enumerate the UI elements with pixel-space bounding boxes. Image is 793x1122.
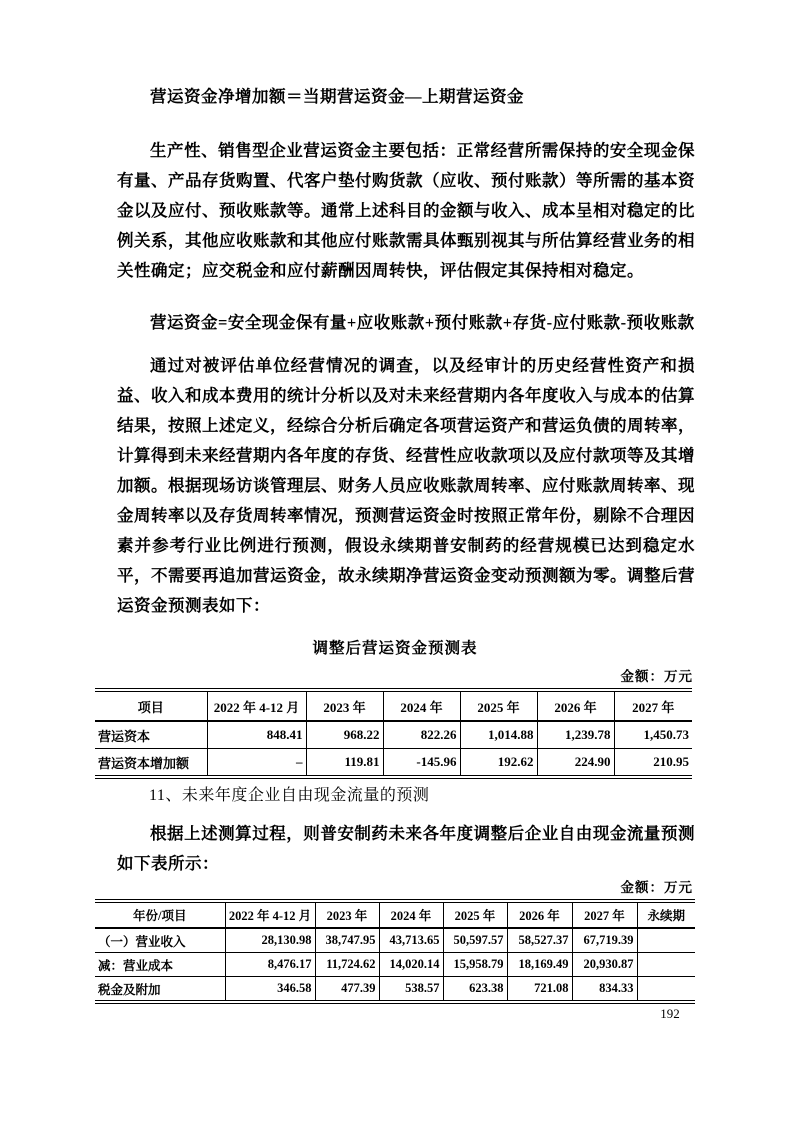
cell-value: 38,747.95 (315, 928, 379, 953)
cell-value: 119.81 (306, 749, 383, 778)
table2-header-2025: 2025 年 (443, 901, 507, 928)
cell-value: 8,476.17 (225, 953, 315, 977)
table1-header-2027: 2027 年 (614, 690, 692, 721)
table1-header-2024: 2024 年 (383, 690, 460, 721)
table-row-taxes-surcharges (95, 977, 695, 1003)
cell-value: 43,713.65 (379, 928, 443, 953)
table-row-operating-cost (95, 953, 695, 977)
table2-header-2023: 2023 年 (315, 901, 379, 928)
cell-value: – (207, 749, 306, 778)
table1-header-2026: 2026 年 (537, 690, 614, 721)
row-label: 营运资本 (95, 721, 207, 749)
working-capital-forecast-table (95, 688, 692, 779)
table1-header-2025: 2025 年 (460, 690, 537, 721)
row-label: 税金及附加 (95, 977, 225, 1003)
cell-value: 1,450.73 (643, 727, 689, 742)
table2-header-2027: 2027 年 (572, 901, 637, 928)
cell-value: 18,169.49 (507, 953, 572, 977)
table-row-working-capital-increase (95, 749, 692, 778)
cell-empty (637, 977, 695, 1003)
table2-header-perpetual: 永续期 (637, 901, 695, 928)
cell-value: 210.95 (614, 749, 692, 778)
table2-header-item: 年份/项目 (95, 901, 225, 928)
cell-value: 848.41 (207, 721, 306, 749)
formula-working-capital-net-increase: 营运资金净增加额＝当期营运资金—上期营运资金 (150, 87, 524, 106)
cell-empty (637, 953, 695, 977)
formula-working-capital-definition: 营运资金=安全现金保有量+应收账款+预付账款+存货-应付账款-预收账款 (150, 313, 695, 332)
cell-value: 50,597.57 (443, 928, 507, 953)
cell-value: 192.62 (460, 749, 537, 778)
cell-value: 15,958.79 (443, 953, 507, 977)
cell-value: 224.90 (537, 749, 614, 778)
paragraph-fcf-forecast-intro: 根据上述测算过程，则普安制药未来各年度调整后企业自由现金流量预测如下表所示： (117, 824, 695, 873)
table-row-operating-revenue (95, 928, 695, 953)
cell-empty (637, 928, 695, 953)
page-number: 192 (660, 1006, 680, 1021)
cell-value: 11,724.62 (315, 953, 379, 977)
page-content (95, 0, 695, 1004)
table2-header-2026: 2026 年 (507, 901, 572, 928)
table1-unit-label: 金额：万元 (620, 669, 693, 684)
cell-value: 968.22 (306, 721, 383, 749)
cell-value: 721.08 (507, 977, 572, 1003)
cell-value: 1,014.88 (460, 721, 537, 749)
table1-header-2022: 2022 年 4-12 月 (207, 690, 306, 721)
table1-header-row (95, 690, 692, 721)
table1-header-item: 项目 (95, 690, 207, 721)
table2-header-row (95, 901, 695, 928)
table1-title: 调整后营运资金预测表 (312, 640, 478, 657)
cell-value: 58,527.37 (507, 928, 572, 953)
cell-value: 28,130.98 (225, 928, 315, 953)
free-cash-flow-forecast-table (95, 899, 695, 1004)
cell-value: 834.33 (572, 977, 637, 1003)
cell-value: 477.39 (315, 977, 379, 1003)
table2-header-2022: 2022 年 4-12 月 (225, 901, 315, 928)
paragraph-working-capital-components: 生产性、销售型企业营运资金主要包括：正常经营所需保持的安全现金保有量、产品存货购置、代客户垫付购货款（应收、预付账款）等所需的基本资金以及应付、预收账款等。通常上述科目的金额与收入、成本呈相对稳定的比例关系，其他应收账款和其他应付账款需具体甄别视其与所估算经营业务的相关性确定；应交税金和应付薪酬因周转快，评估假定其保持相对稳定。 (117, 141, 695, 280)
table2-unit-label: 金额：万元 (620, 880, 693, 895)
cell-value: -145.96 (383, 749, 460, 778)
cell-value: 20,930.87 (572, 953, 637, 977)
row-label: 营运资本增加额 (95, 749, 207, 778)
cell-value: 346.58 (225, 977, 315, 1003)
cell-value: 623.38 (443, 977, 507, 1003)
row-label: （一）营业收入 (95, 928, 225, 953)
cell-value: 1,239.78 (537, 721, 614, 749)
paragraph-working-capital-forecast-method: 通过对被评估单位经营情况的调查，以及经审计的历史经营性资产和损益、收入和成本费用的统计分析以及对未来经营期内各年度收入与成本的估算结果，按照上述定义，经综合分析后确定各项营运资产和营运负债的周转率，计算得到未来经营期内各年度的存货、经营性应收款项以及应付款项等及其增加额。根据现场访谈管理层、财务人员应收账款周转率、应付账款周转率、现金周转率以及存货周转率情况，预测营运资金时按照正常年份，剔除不合理因素并参考行业比例进行预测，假设永续期普安制药的经营规模已达到稳定水平，不需要再追加营运资金，故永续期净营运资金变动预测额为零。调整后营运资金预测表如下： (117, 356, 695, 615)
row-label: 减：营业成本 (95, 953, 225, 977)
section-11-heading: 11、未来年度企业自由现金流量的预测 (149, 787, 430, 804)
cell-value: 67,719.39 (572, 928, 637, 953)
cell-value: 538.57 (379, 977, 443, 1003)
cell-value: 14,020.14 (379, 953, 443, 977)
table1-header-2023: 2023 年 (306, 690, 383, 721)
cell-value: 822.26 (383, 721, 460, 749)
table-row-working-capital (95, 721, 692, 749)
table2-header-2024: 2024 年 (379, 901, 443, 928)
